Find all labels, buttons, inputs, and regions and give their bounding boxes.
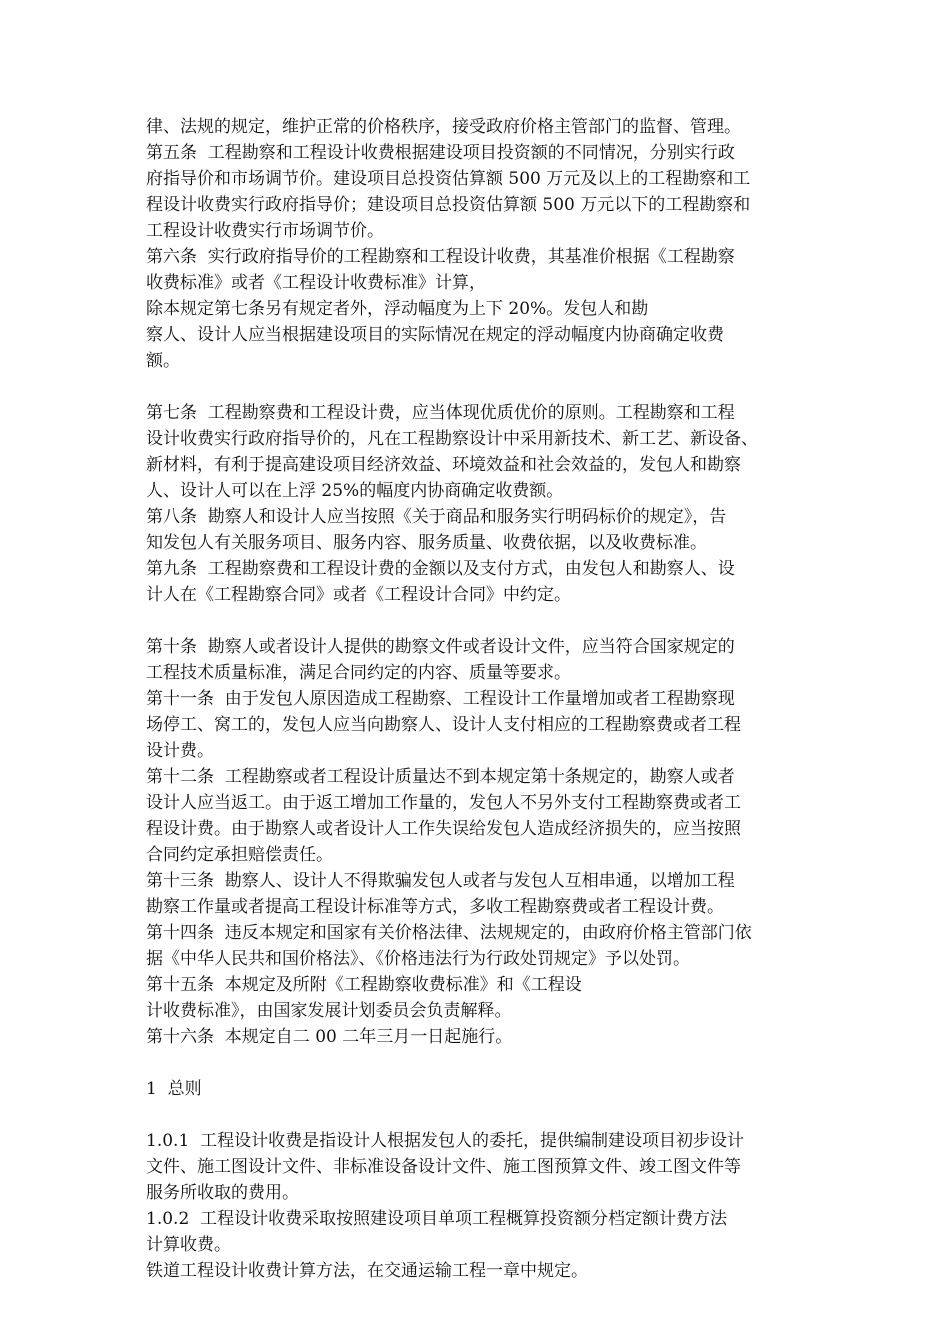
text-line: 程设计收费实行政府指导价；建设项目总投资估算额 500 万元以下的工程勘察和 bbox=[146, 195, 751, 215]
text-line: 文件、施工图设计文件、非标准设备设计文件、施工图预算文件、竣工图文件等 bbox=[146, 1157, 741, 1177]
text-line: 律、法规的规定，维护正常的价格秩序，接受政府价格主管部门的监督、管理。 bbox=[146, 117, 741, 137]
text-line: 第十六条 本规定自二 00 二年三月一日起施行。 bbox=[146, 1027, 513, 1047]
text-line: 计人在《工程勘察合同》或者《工程设计合同》中约定。 bbox=[146, 585, 571, 605]
document-body bbox=[146, 114, 826, 1284]
text-line: 府指导价和市场调节价。建设项目总投资估算额 500 万元及以上的工程勘察和工 bbox=[146, 169, 751, 189]
text-line: 场停工、窝工的，发包人应当向勘察人、设计人支付相应的工程勘察费或者工程 bbox=[146, 715, 741, 735]
text-line: 设计收费实行政府指导价的，凡在工程勘察设计中采用新技术、新工艺、新设备、 bbox=[146, 429, 758, 449]
blank-line bbox=[146, 608, 826, 634]
text-line: 计收费标准》，由国家发展计划委员会负责解释。 bbox=[146, 1001, 512, 1021]
text-line: 服务所收取的费用。 bbox=[146, 1183, 299, 1203]
blank-line bbox=[146, 374, 826, 400]
text-line: 设计人应当返工。由于返工增加工作量的，发包人不另外支付工程勘察费或者工 bbox=[146, 793, 741, 813]
text-line: 第七条 工程勘察费和工程设计费，应当体现优质优价的原则。工程勘察和工程 bbox=[146, 403, 735, 423]
text-line: 1.0.1 工程设计收费是指设计人根据发包人的委托，提供编制建设项目初步设计 bbox=[146, 1131, 745, 1151]
text-line: 合同约定承担赔偿责任。 bbox=[146, 845, 333, 865]
text-line: 铁道工程设计收费计算方法，在交通运输工程一章中规定。 bbox=[146, 1261, 588, 1281]
text-line: 第五条 工程勘察和工程设计收费根据建设项目投资额的不同情况，分别实行政 bbox=[146, 143, 735, 163]
text-line: 察人、设计人应当根据建设项目的实际情况在规定的浮动幅度内协商确定收费 bbox=[146, 325, 724, 345]
text-line: 第十四条 违反本规定和国家有关价格法律、法规规定的，由政府价格主管部门依 bbox=[146, 923, 752, 943]
text-line: 第十三条 勘察人、设计人不得欺骗发包人或者与发包人互相串通，以增加工程 bbox=[146, 871, 735, 891]
blank-line bbox=[146, 1050, 826, 1076]
text-line: 工程设计收费实行市场调节价。 bbox=[146, 221, 384, 241]
text-line: 新材料，有利于提高建设项目经济效益、环境效益和社会效益的，发包人和勘察 bbox=[146, 455, 741, 475]
text-line: 第十二条 工程勘察或者工程设计质量达不到本规定第十条规定的，勘察人或者 bbox=[146, 767, 735, 787]
text-line: 第八条 勘察人和设计人应当按照《关于商品和服务实行明码标价的规定》，告 bbox=[146, 507, 727, 527]
text-line: 第十五条 本规定及所附《工程勘察收费标准》和《工程设 bbox=[146, 975, 582, 995]
text-line: 计算收费。 bbox=[146, 1235, 231, 1255]
text-line: 第十一条 由于发包人原因造成工程勘察、工程设计工作量增加或者工程勘察现 bbox=[146, 689, 735, 709]
text-line: 人、设计人可以在上浮 25%的幅度内协商确定收费额。 bbox=[146, 481, 564, 501]
text-line: 设计费。 bbox=[146, 741, 214, 761]
text-line: 工程技术质量标准，满足合同约定的内容、质量等要求。 bbox=[146, 663, 571, 683]
text-line: 收费标准》或者《工程设计收费标准》计算， bbox=[146, 273, 486, 293]
blank-line bbox=[146, 1102, 826, 1128]
text-line: 除本规定第七条另有规定者外，浮动幅度为上下 20%。发包人和勘 bbox=[146, 299, 649, 319]
text-line: 程设计费。由于勘察人或者设计人工作失误给发包人造成经济损失的，应当按照 bbox=[146, 819, 741, 839]
text-line: 1.0.2 工程设计收费采取按照建设项目单项工程概算投资额分档定额计费方法 bbox=[146, 1209, 728, 1229]
text-line: 第十条 勘察人或者设计人提供的勘察文件或者设计文件，应当符合国家规定的 bbox=[146, 637, 735, 657]
text-line: 勘察工作量或者提高工程设计标准等方式，多收工程勘察费或者工程设计费。 bbox=[146, 897, 724, 917]
text-line: 据《中华人民共和国价格法》、《价格违法行为行政处罚规定》予以处罚。 bbox=[146, 949, 690, 969]
text-line: 1 总则 bbox=[146, 1079, 202, 1099]
text-line: 额。 bbox=[146, 351, 180, 371]
text-line: 知发包人有关服务项目、服务内容、服务质量、收费依据，以及收费标准。 bbox=[146, 533, 707, 553]
text-line: 第六条 实行政府指导价的工程勘察和工程设计收费，其基准价根据《工程勘察 bbox=[146, 247, 735, 267]
text-line: 第九条 工程勘察费和工程设计费的金额以及支付方式，由发包人和勘察人、设 bbox=[146, 559, 735, 579]
